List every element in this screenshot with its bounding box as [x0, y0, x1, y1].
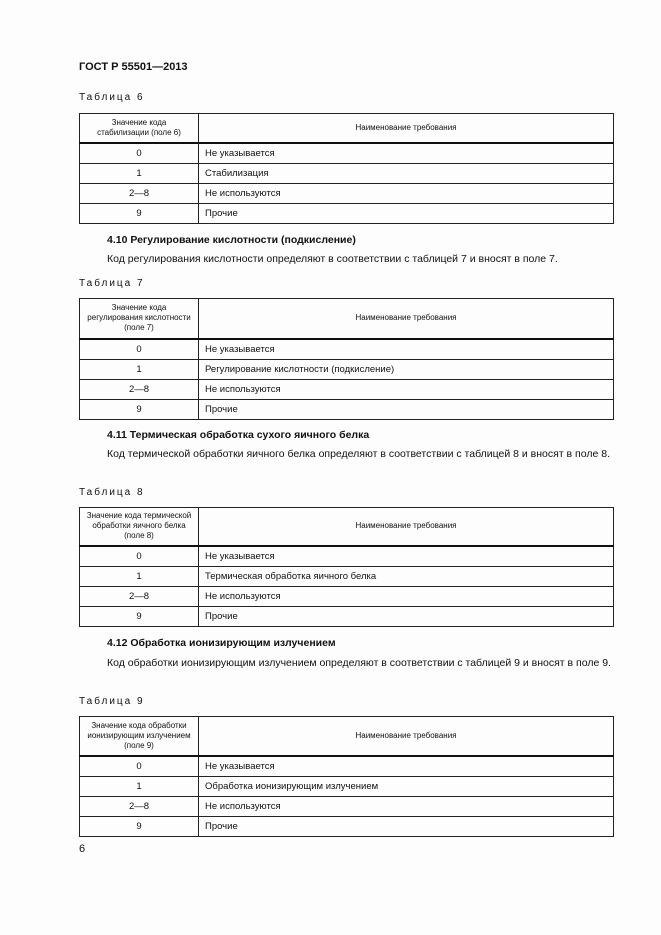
- table-row: [80, 163, 614, 183]
- table-row: [80, 143, 614, 164]
- section-paragraph: [79, 657, 614, 670]
- column-header-name: Наименование требования: [199, 114, 614, 143]
- table-row: [80, 776, 614, 796]
- column-header-name: Наименование требования: [199, 299, 614, 339]
- code-cell: 2—8: [80, 183, 199, 203]
- page-number: 6: [79, 843, 86, 855]
- code-cell: 0: [80, 339, 199, 360]
- table-row: [80, 546, 614, 567]
- code-cell: 2—8: [80, 796, 199, 816]
- code-cell: 1: [80, 566, 199, 586]
- table-caption: Таблица 8: [79, 487, 145, 498]
- code-cell: 9: [80, 606, 199, 626]
- table-caption: Таблица 7: [79, 278, 145, 289]
- name-cell: Прочие: [199, 399, 614, 419]
- table-row: [80, 566, 614, 586]
- name-cell: Не используются: [199, 183, 614, 203]
- table-row: [80, 183, 614, 203]
- name-cell: Не используются: [199, 586, 614, 606]
- name-cell: Прочие: [199, 816, 614, 836]
- name-cell: Термическая обработка яичного белка: [199, 566, 614, 586]
- table-row: [80, 203, 614, 223]
- name-cell: Не указывается: [199, 339, 614, 360]
- name-cell: Прочие: [199, 606, 614, 626]
- paragraph-text: Код регулирования кислотности определяют в соответствии с таблицей 7 и вносят в поле 7.: [107, 253, 558, 265]
- table-caption: Таблица 6: [79, 92, 145, 103]
- name-cell: Регулирование кислотности (подкисление): [199, 359, 614, 379]
- code-cell: 1: [80, 776, 199, 796]
- table-row: [80, 606, 614, 626]
- code-cell: 2—8: [80, 586, 199, 606]
- column-header-code: Значение кода обработки ионизирующим излучением (поле 9): [80, 717, 199, 756]
- name-cell: Стабилизация: [199, 163, 614, 183]
- name-cell: Не указывается: [199, 143, 614, 164]
- requirements-table: [79, 507, 614, 627]
- column-header-name: Наименование требования: [199, 717, 614, 756]
- section-heading: 4.12 Обработка ионизирующим излучением: [107, 637, 336, 649]
- requirements-table: [79, 716, 614, 837]
- name-cell: Обработка ионизирующим излучением: [199, 776, 614, 796]
- section-paragraph: [79, 253, 614, 266]
- column-header-code: Значение кода термической обработки яичного белка (поле 8): [80, 508, 199, 546]
- code-cell: 9: [80, 399, 199, 419]
- requirements-table: [79, 298, 614, 420]
- name-cell: Не используются: [199, 379, 614, 399]
- name-cell: Не указывается: [199, 756, 614, 777]
- name-cell: Не используются: [199, 796, 614, 816]
- column-header-code: Значение кода стабилизации (поле 6): [80, 114, 199, 143]
- code-cell: 1: [80, 163, 199, 183]
- code-cell: 0: [80, 756, 199, 777]
- name-cell: Не указывается: [199, 546, 614, 567]
- code-cell: 9: [80, 816, 199, 836]
- table-row: [80, 756, 614, 777]
- column-header-name: Наименование требования: [199, 508, 614, 546]
- requirements-table: [79, 113, 614, 224]
- code-cell: 2—8: [80, 379, 199, 399]
- table-row: [80, 796, 614, 816]
- table-row: [80, 399, 614, 419]
- table-row: [80, 586, 614, 606]
- code-cell: 0: [80, 143, 199, 164]
- name-cell: Прочие: [199, 203, 614, 223]
- paragraph-text: Код обработки ионизирующим излучением определяют в соответствии с таблицей 9 и вносят в поле 9.: [107, 657, 611, 669]
- column-header-code: Значение кода регулирования кислотности (поле 7): [80, 299, 199, 339]
- section-paragraph: [79, 448, 614, 461]
- table-caption: Таблица 9: [79, 696, 145, 707]
- table-row: [80, 379, 614, 399]
- code-cell: 0: [80, 546, 199, 567]
- code-cell: 1: [80, 359, 199, 379]
- section-heading: 4.10 Регулирование кислотности (подкисление): [107, 234, 356, 246]
- table-row: [80, 339, 614, 360]
- document-header: ГОСТ Р 55501—2013: [79, 61, 188, 73]
- code-cell: 9: [80, 203, 199, 223]
- paragraph-text: Код термической обработки яичного белка определяют в соответствии с таблицей 8 и вносят в поле 8.: [107, 448, 610, 460]
- table-row: [80, 359, 614, 379]
- table-row: [80, 816, 614, 836]
- section-heading: 4.11 Термическая обработка сухого яичного белка: [107, 429, 370, 441]
